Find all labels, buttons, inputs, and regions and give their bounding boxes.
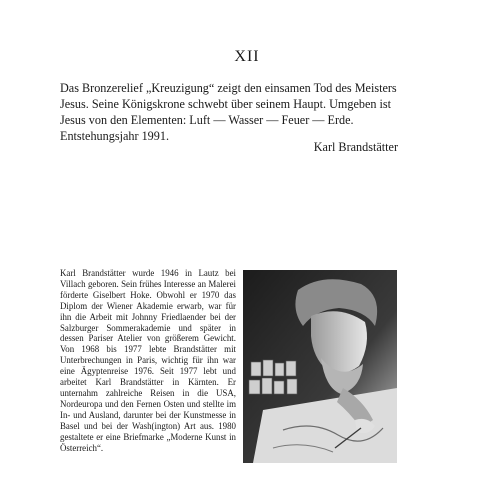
artist-biography: Karl Brandstätter wurde 1946 in Lautz bei Villach geboren. Sein frühes Interesse an Malerei förderte Giselbert Hoke. Obwohl er 1970 das Diplom der Wiener Akademie erwarb, war für ihn die Arbeit mit Johnny Friedlaender bei der Salzburger Sommerakademie und später in dessen Pariser Atelier von größerem Gewicht. Von 1968 bis 1977 lebte Brandstätter mit Unterbrechungen in Paris, wichtig für ihn war eine Ägyptenreise 1976. Seit 1977 lebt und arbeitet Karl Brandstätter in Kärnten. Er unternahm zahlreiche Reisen in die USA, Nordeuropa und den Fernen Osten und stellte im In- und Ausland, darunter bei der Kunstmesse in Basel und bei der Wash(ington) Art aus. 1980 gestaltete er eine Briefmarke „Moderne Kunst in Österreich“. — [60, 268, 236, 453]
caption-author: Karl Brandstätter — [313, 140, 398, 154]
artwork-caption: Das Bronzerelief „Kreuzigung“ zeigt den einsamen Tod des Meisters Jesus. Seine Königskrone schwebt über seinem Haupt. Umgeben ist Jesus von den Elementen: Luft — Wasser — Feuer — Erde. Entstehungsjahr 1991. — [60, 81, 397, 143]
page-numeral: XII — [234, 48, 260, 65]
artist-photo — [243, 270, 397, 463]
artist-photo-image — [243, 270, 397, 463]
